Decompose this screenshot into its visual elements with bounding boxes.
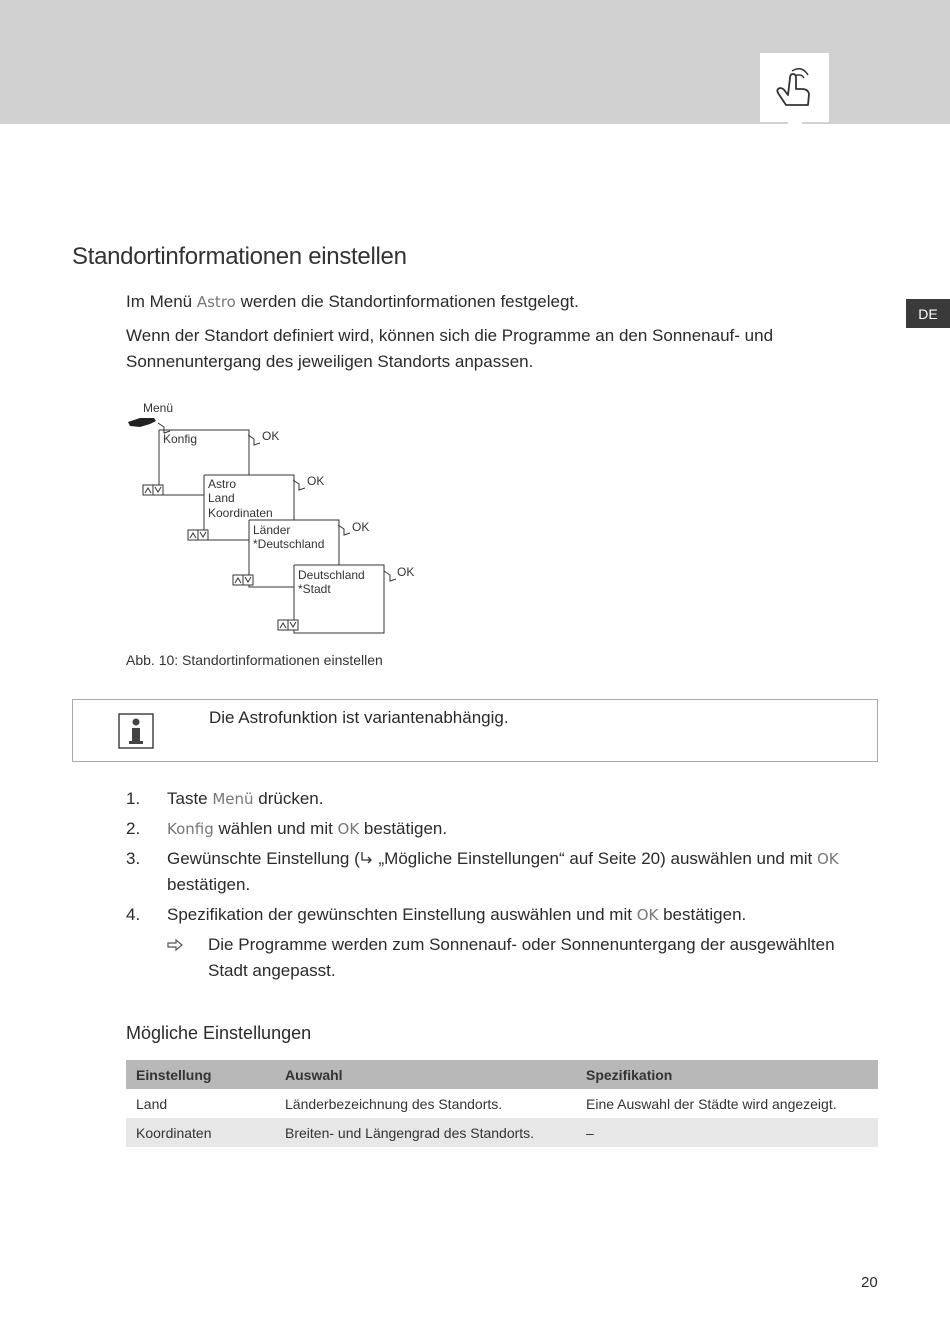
step-text: drücken. [253,789,324,808]
intro-line-1 [126,289,579,315]
table-cell: – [576,1118,878,1147]
step-text: Spezifikation der gewünschten Einstellung auswählen und mit [167,905,637,924]
note-text: Die Astrofunktion ist variantenabhängig. [209,708,509,727]
intro-line-2: Wenn der Standort definiert wird, können sich die Programme an den Sonnenauf- und Sonnenuntergang des jeweiligen Standorts anpassen. [126,326,774,371]
reference-arrow-icon[interactable] [360,851,374,865]
ok-label: OK [262,429,280,443]
column-header: Auswahl [275,1060,576,1089]
language-tab: DE [906,299,950,328]
page-number: 20 [861,1274,878,1291]
box-text: Länder [253,523,291,537]
info-note [72,699,878,762]
menu-diagram [126,395,426,640]
box-text: Konfig [163,432,198,446]
intro-text: Im Menü [126,292,197,311]
settings-heading: Mögliche Einstellungen [126,1023,312,1043]
step-number: 3. [126,849,141,868]
pointing-hand-icon [128,418,156,427]
ok-label: OK [397,565,415,579]
table-cell: Land [136,1095,168,1112]
table-header-row [126,1060,878,1089]
touch-hand-icon [772,61,816,113]
step-text: Gewünschte Einstellung ( [167,849,360,868]
step-text: wählen und mit [213,819,338,838]
ok-label: OK [352,520,370,534]
page-title: Standortinformationen einstellen [72,243,407,270]
keyword-ok: OK [816,850,839,868]
box-text: Deutschland [298,568,365,582]
table-cell: Länderbezeichnung des Standorts. [285,1095,503,1112]
keyword-ok: OK [636,906,659,924]
table-row [126,1118,878,1147]
box-text: Astro [208,477,237,491]
figure-caption: Abb. 10: Standortinformationen einstellen [126,652,383,668]
result-arrow-icon [167,939,183,951]
box-text: *Deutschland [253,537,325,551]
step-item [126,902,866,928]
diagram-menu-label: Menü [143,401,174,415]
step-item [126,816,866,842]
column-header: Einstellung [126,1060,275,1089]
page-reference-link[interactable]: „Mögliche Einstellungen“ auf Seite 20) auswählen und mit [373,849,817,868]
step-number: 1. [126,789,141,808]
keyword-menu: Menü [212,790,254,808]
press-icon [158,423,396,581]
result-text: Die Programme werden zum Sonnenauf- oder Sonnenuntergang der ausgewählten Stadt angepasst. [208,935,835,980]
box-text: *Stadt [298,582,331,596]
step-number: 4. [126,905,141,924]
step-text: Taste [167,789,213,808]
column-header: Spezifikation [576,1060,878,1089]
step-text: bestätigen. [658,905,747,924]
keyword-astro: Astro [196,293,236,311]
touch-box [760,53,829,122]
step-number: 2. [126,819,141,838]
step-text: bestätigen. [359,819,448,838]
keyword-konfig: Konfig [167,820,214,838]
step-item [126,786,866,812]
keyword-ok: OK [337,820,360,838]
result-item [126,932,866,984]
touch-box-pointer [787,121,803,137]
box-text: Koordinaten [208,506,273,520]
table-cell: Breiten- und Längengrad des Standorts. [275,1118,576,1147]
instruction-steps [126,786,866,984]
step-item [126,846,866,898]
ok-label: OK [307,474,325,488]
step-text: bestätigen. [167,875,251,894]
settings-table [126,1060,878,1147]
box-text: Land [208,491,235,505]
table-row [126,1089,878,1118]
table-cell: Koordinaten [126,1118,275,1147]
info-icon [118,713,154,749]
intro-text: werden die Standortinformationen festgelegt. [235,292,579,311]
table-cell: Eine Auswahl der Städte wird angezeigt. [586,1095,837,1112]
